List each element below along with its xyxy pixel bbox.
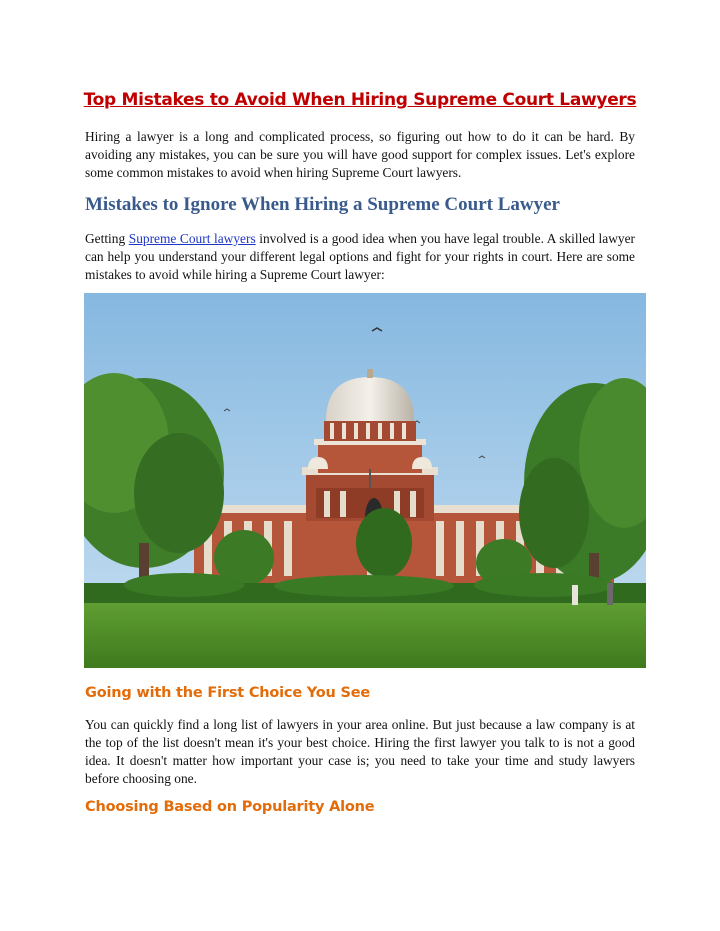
- section2-paragraph: You can quickly find a long list of lawyers in your area online. But just because a law company is at the top of the list doesn't mean it's your best choice. Hiring the first lawyer you talk to is not a good idea. It doesn't matter how important your case is; you need to take your time and study lawyers before choosing one.: [85, 717, 635, 786]
- page-title: Top Mistakes to Avoid When Hiring Supreme Court Lawyers: [83, 90, 637, 110]
- section1-text-before-link: Getting: [85, 231, 129, 246]
- intro-paragraph: Hiring a lawyer is a long and complicated process, so figuring out how to do it can be hard. By avoiding any mistakes, you can be sure you will have good support for complex issues. Let's explore some common mistakes to avoid when hiring Supreme Court lawyers.: [85, 129, 635, 180]
- section1-text-after-link: involved is a good idea when you have legal trouble. A skilled lawyer can help you understand your different legal options and fight for your rights in court. Here are some mistakes to avoid while hiring a Supreme Court lawyer:: [85, 231, 635, 282]
- supreme-court-lawyers-link[interactable]: Supreme Court lawyers: [128, 231, 256, 246]
- supreme-court-photo: [84, 293, 646, 668]
- section-heading-first-choice: Going with the First Choice You See: [85, 685, 371, 701]
- section-heading-popularity: Choosing Based on Popularity Alone: [85, 799, 375, 815]
- section1-paragraph: [85, 230, 635, 284]
- section-heading-mistakes: Mistakes to Ignore When Hiring a Supreme Court Lawyer: [85, 194, 560, 215]
